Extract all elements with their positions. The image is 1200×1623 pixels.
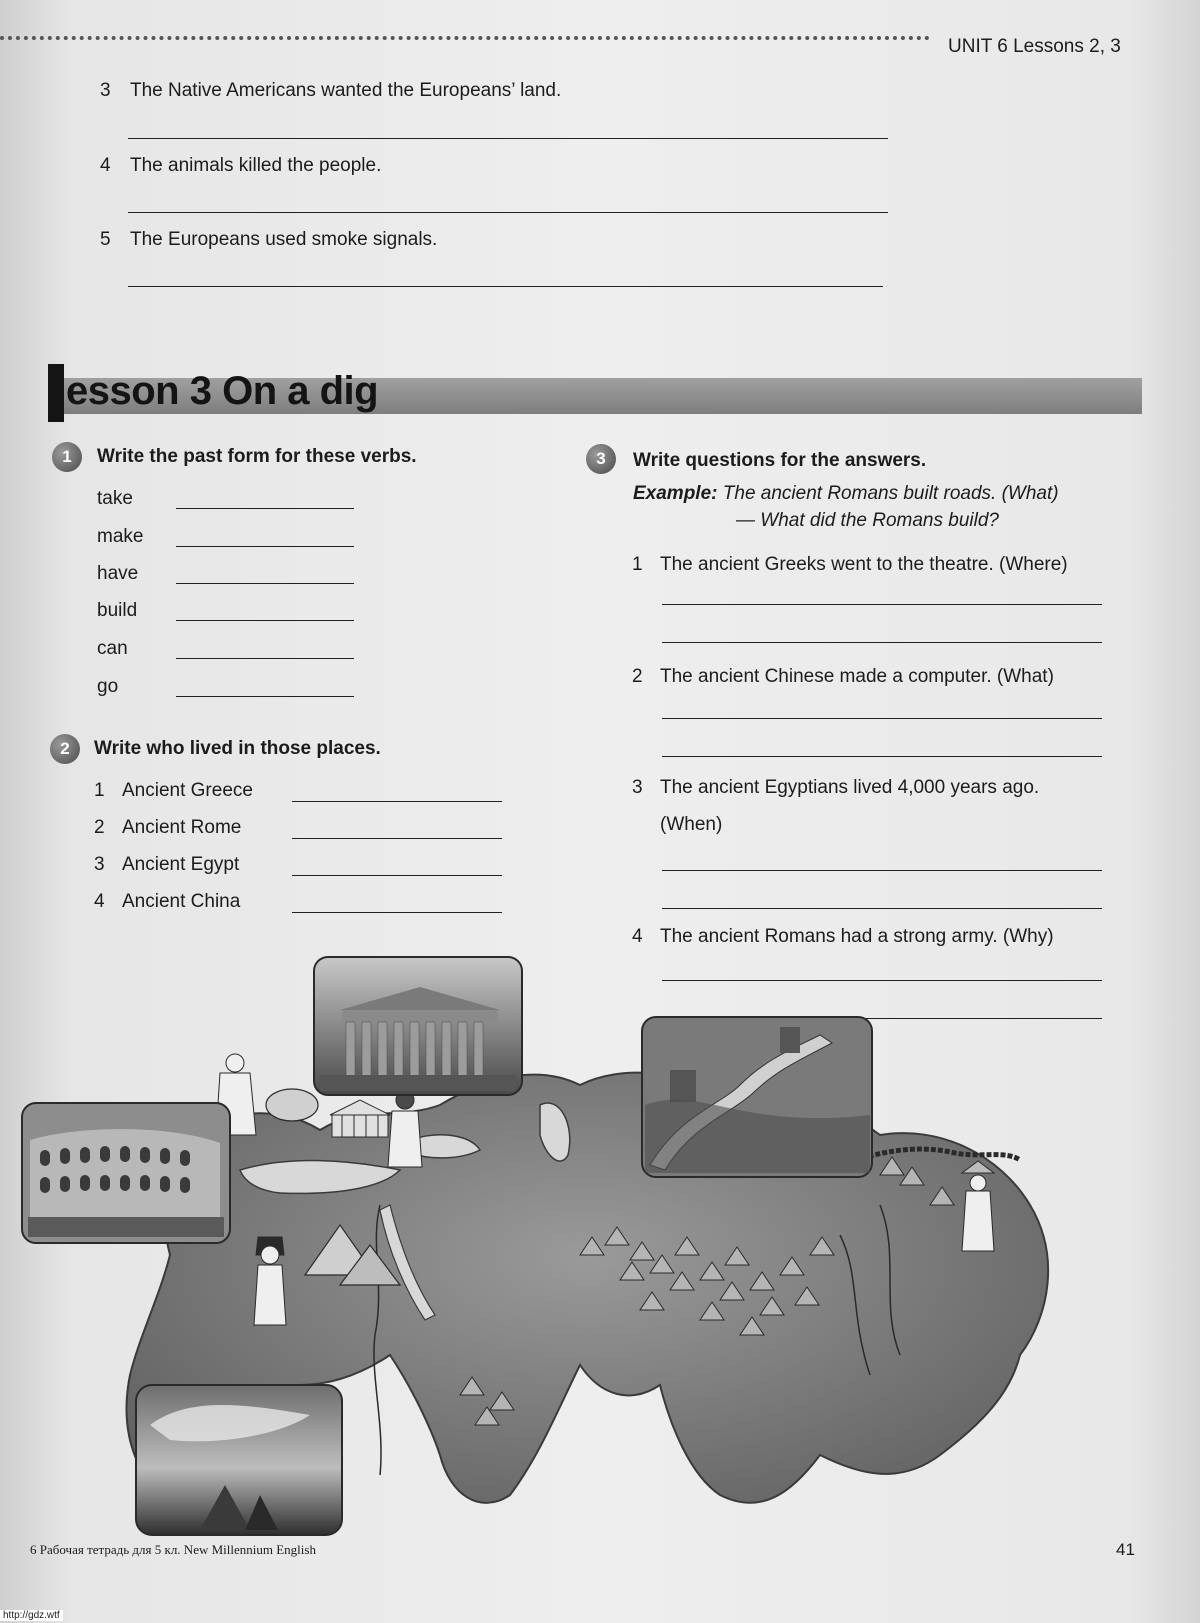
question-item: 3 The ancient Egyptians lived 4,000 years ago. — [632, 777, 1040, 798]
exercise-3-instruction: Write questions for the answers. — [633, 450, 927, 471]
place-item: 1 Ancient Greece — [94, 780, 253, 801]
egypt-photo — [136, 1385, 342, 1535]
place-item: 2 Ancient Rome — [94, 817, 242, 838]
colosseum-drawing — [266, 1089, 318, 1121]
colosseum-photo — [22, 1103, 230, 1243]
verb-go: go — [97, 676, 119, 697]
answer-line[interactable] — [128, 212, 888, 213]
exercise-3-badge: 3 — [586, 444, 616, 474]
place-answer-line[interactable] — [292, 838, 502, 839]
place-item: 3 Ancient Egypt — [94, 854, 240, 875]
great-wall-photo — [642, 1017, 872, 1177]
verb-can: can — [97, 638, 128, 659]
verb-answer-line[interactable] — [176, 620, 354, 621]
exercise-item: 5 The Europeans used smoke signals. — [100, 229, 438, 250]
ancient-world-map-illustration — [20, 955, 1100, 1540]
verb-answer-line[interactable] — [176, 508, 354, 509]
answer-line[interactable] — [128, 138, 888, 139]
question-item: 1 The ancient Greeks went to the theatre. (Where) — [632, 554, 1068, 575]
verb-have: have — [97, 563, 139, 584]
lesson-initial-l — [48, 364, 64, 422]
question-item-continuation: (When) — [660, 814, 723, 835]
verb-answer-line[interactable] — [176, 583, 354, 584]
place-answer-line[interactable] — [292, 801, 502, 802]
exercise-1-badge: 1 — [52, 442, 82, 472]
verb-answer-line[interactable] — [176, 696, 354, 697]
place-item: 4 Ancient China — [94, 891, 241, 912]
question-answer-line[interactable] — [662, 908, 1102, 909]
watermark-link[interactable]: http://gdz.wtf — [0, 1610, 63, 1621]
footer-book-title: 6 Рабочая тетрадь для 5 кл. New Millennium English — [30, 1542, 316, 1557]
question-answer-line[interactable] — [662, 642, 1102, 643]
unit-header: UNIT 6 Lessons 2, 3 — [948, 36, 1121, 57]
egyptian-figure — [254, 1237, 286, 1325]
question-answer-line[interactable] — [662, 604, 1102, 605]
verb-answer-line[interactable] — [176, 658, 354, 659]
temple-drawing — [330, 1100, 390, 1137]
exercise-item: 4 The animals killed the people. — [100, 155, 382, 176]
verb-build: build — [97, 600, 138, 621]
question-answer-line[interactable] — [662, 756, 1102, 757]
question-item: 2 The ancient Chinese made a computer. (What) — [632, 666, 1054, 687]
exercise-1-instruction: Write the past form for these verbs. — [97, 446, 417, 467]
parthenon-photo — [314, 957, 522, 1095]
verb-make: make — [97, 526, 144, 547]
greek-figure — [388, 1091, 422, 1167]
exercise-2-badge: 2 — [50, 734, 80, 764]
exercise-2-instruction: Write who lived in those places. — [94, 738, 381, 759]
lesson-title: esson 3 On a dig — [66, 369, 379, 413]
place-answer-line[interactable] — [292, 912, 502, 913]
example-sentence: Example: The ancient Romans built roads. (What) — [633, 483, 1059, 504]
answer-line[interactable] — [128, 286, 883, 287]
exercise-item: 3 The Native Americans wanted the Europeans’ land. — [100, 80, 562, 101]
header-dotted-rule — [0, 36, 930, 40]
verb-take: take — [97, 488, 133, 509]
verb-answer-line[interactable] — [176, 546, 354, 547]
place-answer-line[interactable] — [292, 875, 502, 876]
example-answer: — What did the Romans build? — [736, 510, 999, 531]
question-answer-line[interactable] — [662, 718, 1102, 719]
question-item: 4 The ancient Romans had a strong army. (Why) — [632, 926, 1054, 947]
question-answer-line[interactable] — [662, 870, 1102, 871]
page-number: 41 — [1116, 1540, 1135, 1559]
